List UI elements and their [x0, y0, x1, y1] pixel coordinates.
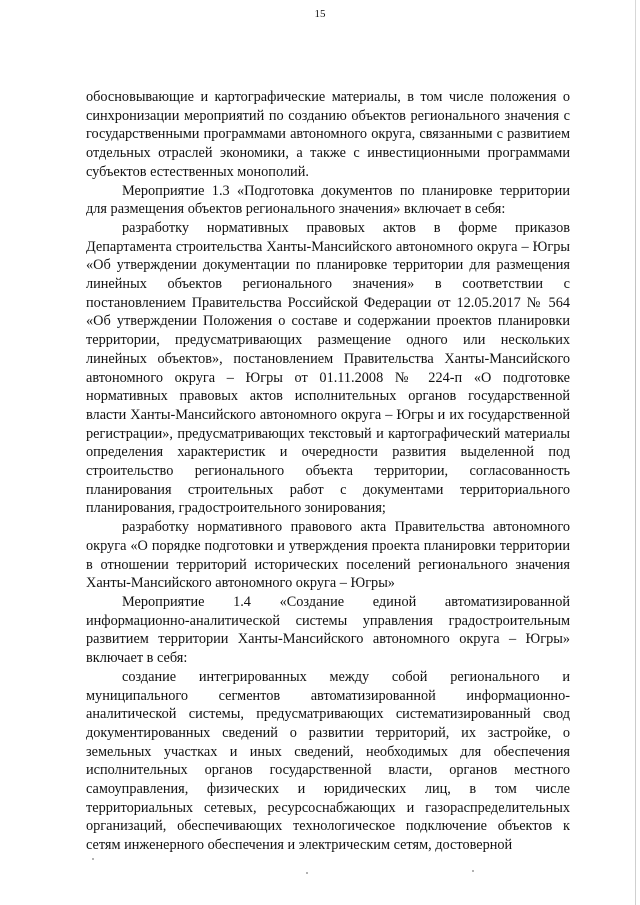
paragraph-continuation: обосновывающие и картографические материалы, в том числе положения о синхронизации мероприятий по созданию объектов регионального значения с государственными программами автономного округа, связанными с развитием отдельных отраслей экономики, а также с инвестиционными программами субъектов естественных монополий.: [86, 89, 570, 180]
page-number: 15: [314, 8, 326, 20]
paragraph-integrated-system: создание интегрированных между собой регионального и муниципального сегментов автоматизированной информационно-аналитической системы, предусматривающих систематизированный свод документированных сведений о развитии территорий, их застройке, о земельных участках и иных сведений, необходимых для обеспечения исполнительных органов государственной власти, органов местного самоуправления, физических и юридических лиц, в том числе территориальных сетевых, ресурсоснабжающих и газораспределительных организаций, обеспечивающих технологическое подключение объектов к сетям инженерного обеспечения и электрическим сетям, достоверной: [86, 668, 570, 854]
paragraph-development-act-government: разработку нормативного правового акта Правительства автономного округа «О порядке подготовки и утверждения проекта планировки территории в отношении территорий исторических поселений регионального значения Ханты-Мансийского автономного округа – Югры»: [86, 519, 570, 592]
paragraph-development-acts: разработку нормативных правовых актов в форме приказов Департамента строительства Ханты-Мансийского автономного округа – Югры «Об утверждении документации по планировке территории для размещения линейных объектов регионального значения» в соответствии с постановлением Правительства Российской Федерации от 12.05.2017 № 564 «Об утверждении Положения о составе и содержании проектов планировки территории, предусматривающих размещение одного или нескольких линейных объектов», постановлением Правительства Ханты-Мансийского автономного округа – Югры от 01.11.2008 № 224-п «О подготовке нормативных правовых актов исполнительных органов государственной власти Ханты-Мансийского автономного округа – Югры и их государственной регистрации», предусматривающих текстовый и картографический материалы определения характеристик и очередности развития выделенной под строительство регионального объекта территории, согласованность планирования строительных работ с документами территориального планирования, градостроительного зонирования;: [86, 219, 570, 517]
paragraph-measure-1-3: Мероприятие 1.3 «Подготовка документов по планировке территории для размещения объектов регионального значения» включает в себя:: [86, 182, 570, 218]
scan-speck: [92, 858, 94, 860]
paragraph-measure-1-4: Мероприятие 1.4 «Создание единой автоматизированной информационно-аналитической системы управления градостроительным развитием территории Ханты-Мансийского автономного округа – Югры» включает в себя:: [86, 593, 570, 667]
scan-speck: [306, 872, 308, 874]
document-body: [86, 88, 570, 855]
scan-speck: [472, 870, 474, 872]
scan-edge-line: [635, 0, 636, 905]
